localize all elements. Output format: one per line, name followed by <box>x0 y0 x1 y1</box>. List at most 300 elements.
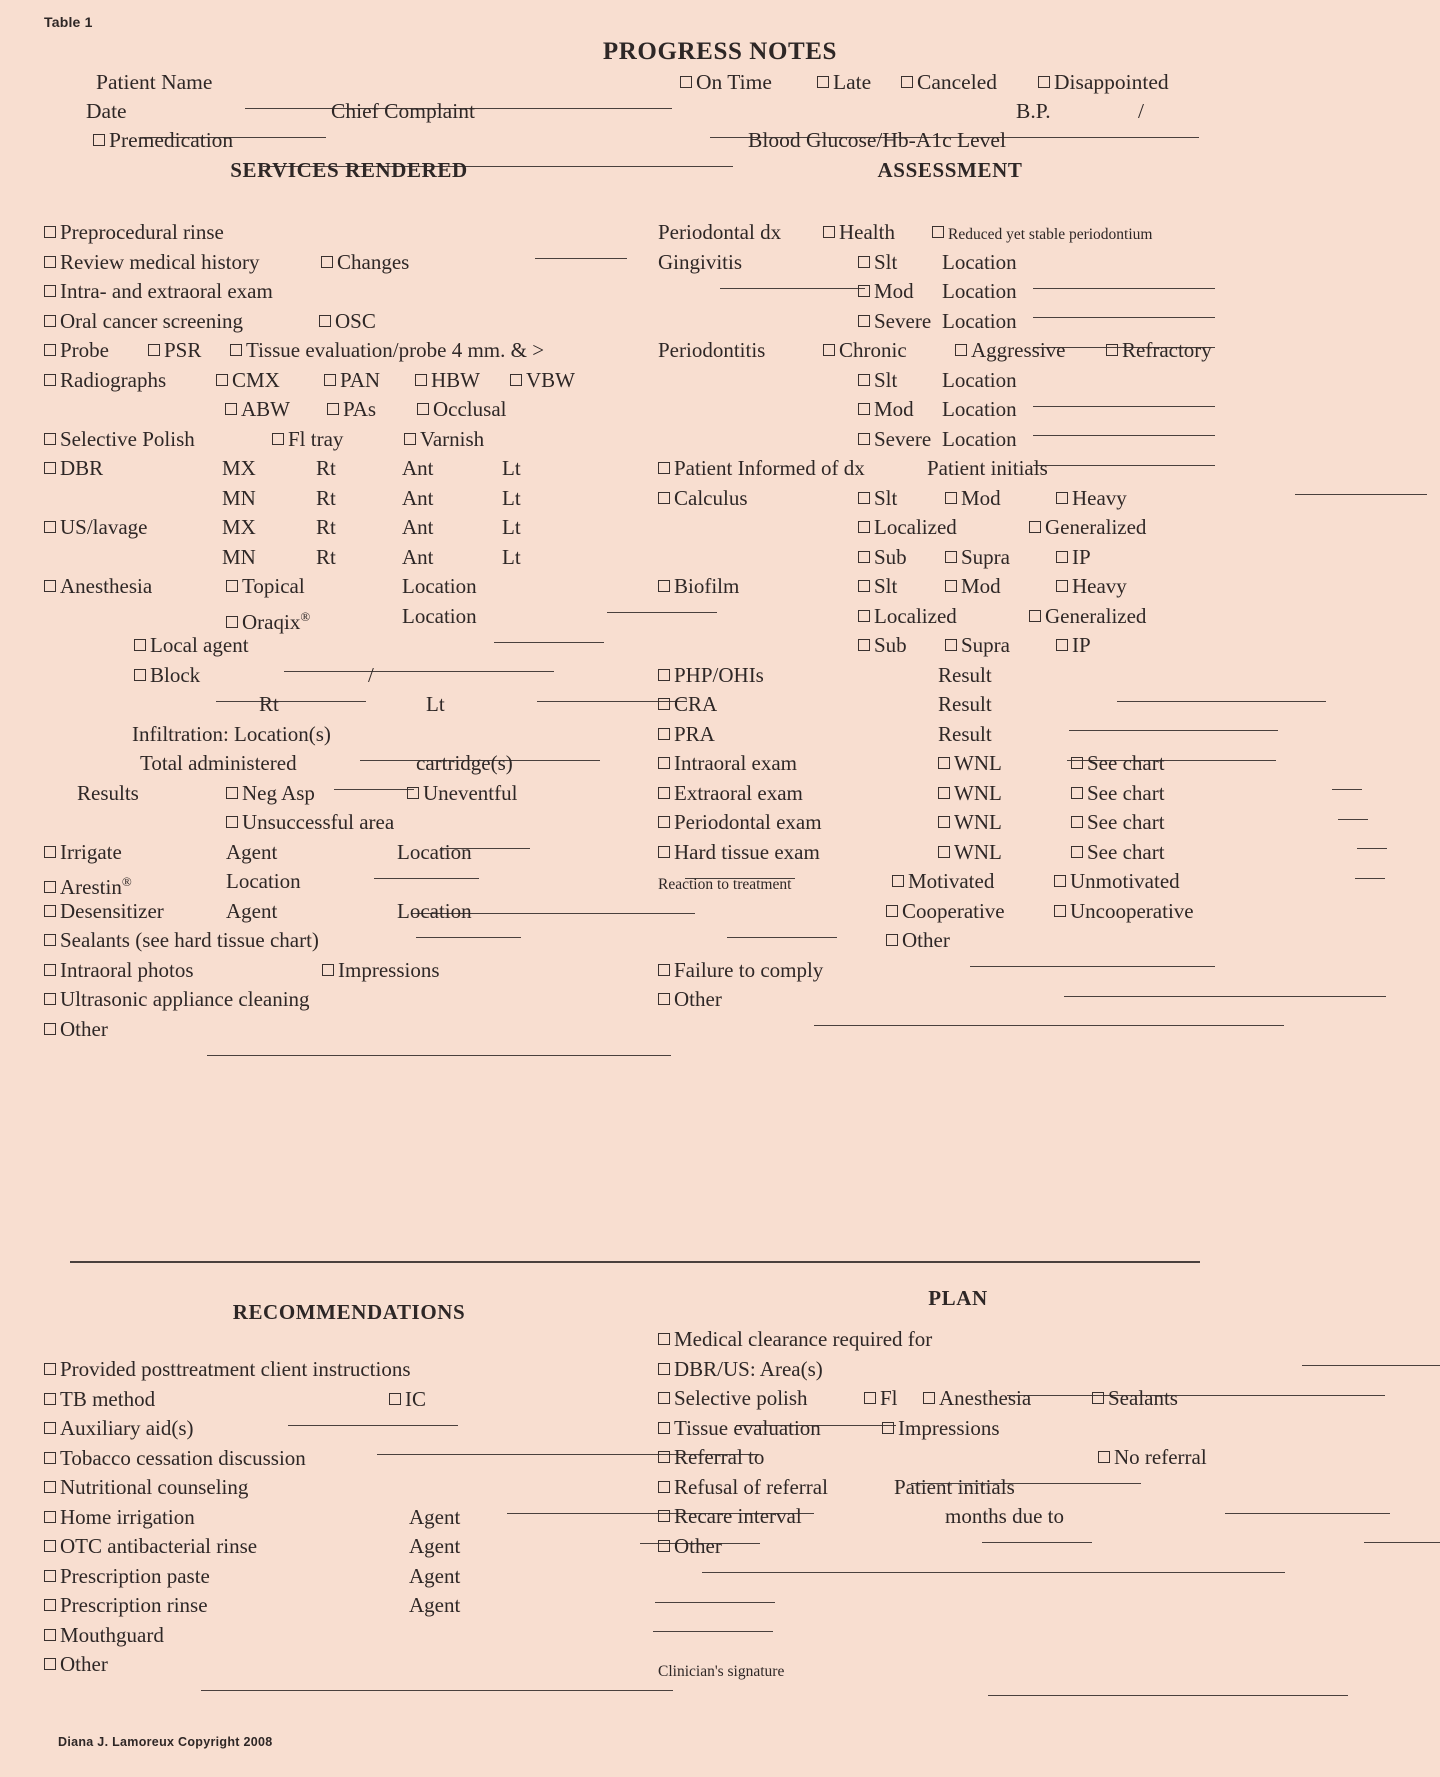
reduced-stable-label: Reduced yet stable periodontium <box>948 226 1153 243</box>
periodontitis-severe-location-label: Location <box>942 426 1017 451</box>
review-medical-history-checkbox[interactable] <box>44 256 56 268</box>
canceled-checkbox[interactable] <box>901 76 913 88</box>
clinician-signature-row <box>658 1657 1150 1682</box>
impressions-checkbox[interactable] <box>322 964 334 976</box>
us-mn-rt[interactable]: Rt <box>316 544 336 569</box>
list-item-recommendations-other <box>44 1650 654 1680</box>
dbr-arch-mx[interactable]: MX <box>222 456 256 480</box>
biofilm-supra-checkbox[interactable] <box>945 639 957 651</box>
gingivitis-slt-label: Slt <box>874 249 898 274</box>
gingivitis-mod-label: Mod <box>874 279 914 303</box>
list-item-anesthesia <box>44 572 654 602</box>
date-label: Date <box>86 99 127 123</box>
list-item-prescription-rinse <box>44 1591 654 1621</box>
home-irrigation-label: Home irrigation <box>60 1504 195 1529</box>
section-title-plan: PLAN <box>928 1286 988 1310</box>
dbr-us-areas-label: DBR/US: Area(s) <box>674 1356 823 1381</box>
impressions-label: Impressions <box>338 957 440 982</box>
review-medical-history-label: Review medical history <box>60 249 260 274</box>
unmotivated-label: Unmotivated <box>1070 869 1180 893</box>
list-item-irrigate <box>44 838 654 868</box>
plan-anesthesia-checkbox[interactable] <box>923 1392 935 1404</box>
periodontitis-severe-label: Severe <box>874 426 932 451</box>
ic-checkbox[interactable] <box>389 1393 401 1405</box>
plan-tissue-evaluation-checkbox[interactable] <box>658 1422 670 1434</box>
uneventful-checkbox[interactable] <box>407 787 419 799</box>
gingivitis-severe-checkbox[interactable] <box>858 315 870 327</box>
gingivitis-mod-checkbox[interactable] <box>858 285 870 297</box>
referral-to-checkbox[interactable] <box>658 1451 670 1463</box>
disappointed-label: Disappointed <box>1054 70 1169 94</box>
extraoral-exam-checkbox[interactable] <box>658 787 670 799</box>
home-irrigation-checkbox[interactable] <box>44 1511 56 1523</box>
list-item-periodontitis-severe <box>658 425 1258 455</box>
services-other-input[interactable] <box>207 1040 671 1056</box>
section-title-recommendations: RECOMMENDATIONS <box>232 1300 466 1324</box>
varnish-label: Varnish <box>420 426 485 451</box>
cooperative-checkbox[interactable] <box>886 905 898 917</box>
section-title-services: SERVICES RENDERED <box>230 158 468 182</box>
intraoral-exam-wnl-checkbox[interactable] <box>938 757 950 769</box>
list-item-assessment-other <box>658 985 1258 1015</box>
list-item-dbr <box>44 454 654 484</box>
list-item-recare-interval <box>658 1502 1258 1532</box>
list-item-results <box>44 779 654 809</box>
unsuccessful-area-checkbox[interactable] <box>226 816 238 828</box>
recommendations-list <box>44 1355 654 1680</box>
dbr-mx-rt[interactable]: Rt <box>316 456 336 480</box>
cartridges-label: cartridge(s) <box>416 751 513 775</box>
us-mx-lt[interactable]: Lt <box>502 515 521 539</box>
radiographs-label: Radiographs <box>60 367 167 392</box>
section-divider <box>70 1261 1200 1263</box>
dbr-arch-mn[interactable]: MN <box>222 485 256 510</box>
late-checkbox[interactable] <box>817 76 829 88</box>
pra-result-label: Result <box>938 721 992 746</box>
prescription-rinse-agent-input[interactable] <box>653 1616 773 1632</box>
arestin-checkbox[interactable] <box>44 881 56 893</box>
list-item-tb-method <box>44 1385 654 1415</box>
plan-patient-initials-label: Patient initials <box>894 1474 1015 1499</box>
extraoral-exam-see-chart-checkbox[interactable] <box>1071 787 1083 799</box>
calculus-localized-checkbox[interactable] <box>858 521 870 533</box>
list-item-intra-extraoral-exam <box>44 277 654 307</box>
calculus-heavy-checkbox[interactable] <box>1056 492 1068 504</box>
calculus-localized-label: Localized <box>874 515 957 539</box>
biofilm-generalized-checkbox[interactable] <box>1029 610 1041 622</box>
us-mn-ant[interactable]: Ant <box>402 544 434 569</box>
plan-other-input[interactable] <box>815 1557 1285 1573</box>
probe-checkbox[interactable] <box>44 344 56 356</box>
list-item-cra <box>658 690 1258 720</box>
plan-impressions-label: Impressions <box>898 1415 1000 1440</box>
list-item-dbr-us-areas <box>658 1355 1258 1385</box>
dbr-label: DBR <box>60 456 104 480</box>
plan-fl-label: Fl <box>880 1386 898 1410</box>
clinician-signature-input[interactable] <box>988 1680 1348 1696</box>
plan-anesthesia-label: Anesthesia <box>939 1386 1032 1410</box>
plan-selective-polish-label: Selective polish <box>674 1386 808 1410</box>
us-mx-ant[interactable]: Ant <box>402 515 434 539</box>
osc-label: OSC <box>335 308 376 333</box>
irrigate-agent-label: Agent <box>226 839 278 864</box>
cmx-checkbox[interactable] <box>216 374 228 386</box>
periodontitis-slt-location-label: Location <box>942 367 1017 392</box>
intraoral-photos-label: Intraoral photos <box>60 957 194 982</box>
dbr-checkbox[interactable] <box>44 462 56 474</box>
header-row-date <box>0 99 1440 128</box>
radiographs-checkbox[interactable] <box>44 374 56 386</box>
block-lt-label: Lt <box>426 692 445 716</box>
auxiliary-aids-checkbox[interactable] <box>44 1422 56 1434</box>
oral-cancer-screening-label: Oral cancer screening <box>60 308 244 333</box>
hard-tissue-exam-see-chart-checkbox[interactable] <box>1071 846 1083 858</box>
calculus-mod-checkbox[interactable] <box>945 492 957 504</box>
intraoral-exam-see-chart-input[interactable] <box>1332 774 1362 790</box>
hbw-label: HBW <box>431 367 480 392</box>
recommendations-other-input[interactable] <box>201 1675 673 1691</box>
list-item-arestin <box>44 867 654 897</box>
total-administered-label: Total administered <box>140 751 297 775</box>
recare-interval-checkbox[interactable] <box>658 1510 670 1522</box>
abw-checkbox[interactable] <box>225 403 237 415</box>
fl-tray-label: Fl tray <box>288 426 344 451</box>
dbr-mn-lt[interactable]: Lt <box>502 485 521 510</box>
referral-to-label: Referral to <box>674 1445 765 1469</box>
occlusal-checkbox[interactable] <box>417 403 429 415</box>
sealants-label: Sealants (see hard tissue chart) <box>60 928 319 952</box>
us-mx-rt[interactable]: Rt <box>316 515 336 539</box>
desensitizer-checkbox[interactable] <box>44 905 56 917</box>
list-item-auxiliary-aids <box>44 1414 654 1444</box>
reaction-other-checkbox[interactable] <box>886 934 898 946</box>
calculus-heavy-label: Heavy <box>1072 485 1127 510</box>
calculus-generalized-label: Generalized <box>1045 515 1147 539</box>
dbr-mn-rt[interactable]: Rt <box>316 485 336 510</box>
medical-clearance-input[interactable] <box>1302 1350 1440 1366</box>
topical-checkbox[interactable] <box>226 580 238 592</box>
biofilm-supra-label: Supra <box>961 633 1010 657</box>
tobacco-cessation-checkbox[interactable] <box>44 1452 56 1464</box>
calculus-sub-checkbox[interactable] <box>858 551 870 563</box>
patient-initials-input[interactable] <box>1295 479 1427 495</box>
us-arch-mx[interactable]: MX <box>222 515 256 539</box>
periodontal-exam-checkbox[interactable] <box>658 816 670 828</box>
mouthguard-checkbox[interactable] <box>44 1629 56 1641</box>
us-arch-mn[interactable]: MN <box>222 544 256 569</box>
list-item-gingivitis-mod <box>658 277 1258 307</box>
periodontitis-label: Periodontitis <box>658 338 766 362</box>
biofilm-localized-label: Localized <box>874 603 957 628</box>
list-item-gingivitis-severe <box>658 307 1258 337</box>
dbr-us-areas-checkbox[interactable] <box>658 1363 670 1375</box>
list-item-oraqix <box>44 602 654 632</box>
block-label: Block <box>150 662 201 687</box>
list-item-sealants <box>44 926 654 956</box>
oral-cancer-screening-checkbox[interactable] <box>44 315 56 327</box>
list-item-services-other <box>44 1015 654 1045</box>
no-referral-checkbox[interactable] <box>1098 1451 1110 1463</box>
tb-method-checkbox[interactable] <box>44 1393 56 1405</box>
plan-impressions-checkbox[interactable] <box>882 1422 894 1434</box>
header-row-premed <box>0 128 1440 157</box>
tobacco-cessation-label: Tobacco cessation discussion <box>60 1445 306 1470</box>
us-mn-lt[interactable]: Lt <box>502 544 521 569</box>
list-item-periodontal-exam <box>658 808 1258 838</box>
us-lavage-checkbox[interactable] <box>44 521 56 533</box>
patient-informed-checkbox[interactable] <box>658 462 670 474</box>
biofilm-heavy-checkbox[interactable] <box>1056 580 1068 592</box>
biofilm-slt-label: Slt <box>874 574 898 598</box>
reduced-stable-checkbox[interactable] <box>932 226 944 238</box>
list-item-intraoral-exam <box>658 749 1258 779</box>
list-item-prescription-paste <box>44 1562 654 1592</box>
probe-label: Probe <box>60 338 109 362</box>
unsuccessful-area-label: Unsuccessful area <box>242 810 395 834</box>
pan-label: PAN <box>340 367 381 392</box>
biofilm-sub-checkbox[interactable] <box>858 639 870 651</box>
reaction-other-label: Other <box>902 928 950 952</box>
calculus-checkbox[interactable] <box>658 492 670 504</box>
periodontal-exam-wnl-checkbox[interactable] <box>938 816 950 828</box>
hard-tissue-exam-wnl-label: WNL <box>954 839 1002 864</box>
plan-fl-checkbox[interactable] <box>864 1392 876 1404</box>
periodontitis-mod-checkbox[interactable] <box>858 403 870 415</box>
php-ohis-result-label: Result <box>938 662 992 687</box>
periodontal-exam-see-chart-label: See chart <box>1087 810 1165 834</box>
periodontal-exam-label: Periodontal exam <box>674 810 822 834</box>
motivated-checkbox[interactable] <box>892 875 904 887</box>
unmotivated-checkbox[interactable] <box>1054 875 1066 887</box>
list-item-selective-polish <box>44 425 654 455</box>
recommendations-other-checkbox[interactable] <box>44 1658 56 1670</box>
aggressive-checkbox[interactable] <box>955 344 967 356</box>
extraoral-exam-wnl-checkbox[interactable] <box>938 787 950 799</box>
list-item-ultrasonic-appliance-cleaning <box>44 985 654 1015</box>
intraoral-exam-see-chart-checkbox[interactable] <box>1071 757 1083 769</box>
otc-rinse-label: OTC antibacterial rinse <box>60 1534 258 1558</box>
gingivitis-mod-location-label: Location <box>942 279 1017 303</box>
failure-to-comply-checkbox[interactable] <box>658 964 670 976</box>
ultrasonic-appliance-cleaning-checkbox[interactable] <box>44 993 56 1005</box>
assessment-other-checkbox[interactable] <box>658 993 670 1005</box>
list-item-intraoral-photos <box>44 956 654 986</box>
table-label: Table 1 <box>44 14 93 30</box>
list-item-periodontal-dx <box>658 218 1258 248</box>
chronic-checkbox[interactable] <box>823 344 835 356</box>
periodontal-exam-see-chart-checkbox[interactable] <box>1071 816 1083 828</box>
arestin-location-label: Location <box>226 869 301 893</box>
list-item-extraoral-exam <box>658 779 1258 809</box>
list-item-medical-clearance <box>658 1325 1258 1355</box>
intraoral-exam-checkbox[interactable] <box>658 757 670 769</box>
periodontal-exam-see-chart-input[interactable] <box>1357 833 1387 849</box>
list-item-plan-other <box>658 1532 1258 1562</box>
biofilm-checkbox[interactable] <box>658 580 670 592</box>
occlusal-label: Occlusal <box>433 397 507 421</box>
chief-complaint-label: Chief Complaint <box>331 99 475 123</box>
refractory-checkbox[interactable] <box>1106 344 1118 356</box>
tissue-evaluation-label: Tissue evaluation/probe 4 mm. & > <box>246 338 545 362</box>
failure-to-comply-label: Failure to comply <box>674 957 824 982</box>
results-label: Results <box>77 780 139 805</box>
refractory-label: Refractory <box>1122 338 1212 362</box>
hard-tissue-exam-checkbox[interactable] <box>658 846 670 858</box>
medical-clearance-checkbox[interactable] <box>658 1333 670 1345</box>
bp-separator: / <box>1138 99 1144 123</box>
anesthesia-checkbox[interactable] <box>44 580 56 592</box>
extraoral-exam-see-chart-label: See chart <box>1087 780 1165 805</box>
hbw-checkbox[interactable] <box>415 374 427 386</box>
list-item-otc-rinse <box>44 1532 654 1562</box>
osc-checkbox[interactable] <box>319 315 331 327</box>
vbw-checkbox[interactable] <box>510 374 522 386</box>
prescription-rinse-agent-label: Agent <box>409 1593 461 1617</box>
intra-extraoral-exam-checkbox[interactable] <box>44 285 56 297</box>
services-other-label: Other <box>60 1016 108 1041</box>
extraoral-exam-see-chart-input[interactable] <box>1338 804 1368 820</box>
list-item-block-labels <box>44 690 654 720</box>
varnish-checkbox[interactable] <box>404 433 416 445</box>
dbr-mn-ant[interactable]: Ant <box>402 485 434 510</box>
pas-checkbox[interactable] <box>327 403 339 415</box>
intraoral-photos-checkbox[interactable] <box>44 964 56 976</box>
biofilm-localized-checkbox[interactable] <box>858 610 870 622</box>
plan-sealants-label: Sealants <box>1108 1386 1178 1410</box>
list-item-php-ohis <box>658 661 1258 691</box>
tissue-evaluation-checkbox[interactable] <box>230 344 242 356</box>
prescription-rinse-label: Prescription rinse <box>60 1593 208 1617</box>
intraoral-exam-see-chart-label: See chart <box>1087 751 1165 775</box>
patient-name-label: Patient Name <box>96 70 213 94</box>
hard-tissue-exam-wnl-checkbox[interactable] <box>938 846 950 858</box>
health-checkbox[interactable] <box>823 226 835 238</box>
cra-result-label: Result <box>938 692 992 716</box>
plan-other-checkbox[interactable] <box>658 1540 670 1552</box>
pra-checkbox[interactable] <box>658 728 670 740</box>
biofilm-generalized-label: Generalized <box>1045 603 1147 628</box>
list-item-reaction-to-treatment <box>658 867 1258 897</box>
gingivitis-slt-location-label: Location <box>942 249 1017 274</box>
periodontitis-mod-location-label: Location <box>942 397 1017 421</box>
cra-checkbox[interactable] <box>658 698 670 710</box>
plan-sealants-checkbox[interactable] <box>1092 1392 1104 1404</box>
biofilm-mod-checkbox[interactable] <box>945 580 957 592</box>
sealants-checkbox[interactable] <box>44 934 56 946</box>
arestin-label: Arestin <box>60 875 122 899</box>
uncooperative-label: Uncooperative <box>1070 898 1194 923</box>
oraqix-checkbox[interactable] <box>226 616 238 628</box>
copyright-notice: Diana J. Lamoreux Copyright 2008 <box>58 1735 273 1749</box>
topical-location-label: Location <box>402 574 477 598</box>
list-item-tobacco-cessation <box>44 1444 654 1474</box>
calculus-generalized-checkbox[interactable] <box>1029 521 1041 533</box>
disappointed-checkbox[interactable] <box>1038 76 1050 88</box>
periodontitis-severe-checkbox[interactable] <box>858 433 870 445</box>
list-item-preprocedural-rinse <box>44 218 654 248</box>
biofilm-mod-label: Mod <box>961 574 1001 598</box>
oraqix-location-label: Location <box>402 603 477 628</box>
list-item-calculus-position <box>658 543 1258 573</box>
patient-informed-label: Patient Informed of dx <box>674 456 865 480</box>
selective-polish-checkbox[interactable] <box>44 433 56 445</box>
vbw-label: VBW <box>526 367 575 392</box>
medical-clearance-label: Medical clearance required for <box>674 1327 933 1351</box>
desensitizer-location-label: Location <box>397 898 472 923</box>
oraqix-trademark-icon: ® <box>300 608 311 624</box>
health-label: Health <box>839 220 895 244</box>
list-item-plan-selective-polish <box>658 1384 1258 1414</box>
dbr-mx-lt[interactable]: Lt <box>502 456 521 480</box>
list-item-patient-informed <box>658 454 1258 484</box>
on-time-checkbox[interactable] <box>680 76 692 88</box>
prescription-paste-checkbox[interactable] <box>44 1570 56 1582</box>
auxiliary-aids-label: Auxiliary aid(s) <box>60 1416 194 1440</box>
pan-checkbox[interactable] <box>324 374 336 386</box>
periodontal-dx-label: Periodontal dx <box>658 220 782 244</box>
intraoral-exam-label: Intraoral exam <box>674 751 798 775</box>
list-item-periodontitis-slt <box>658 366 1258 396</box>
calculus-ip-checkbox[interactable] <box>1056 551 1068 563</box>
fl-tray-checkbox[interactable] <box>272 433 284 445</box>
plan-selective-polish-checkbox[interactable] <box>658 1392 670 1404</box>
biofilm-ip-checkbox[interactable] <box>1056 639 1068 651</box>
dbr-mx-ant[interactable]: Ant <box>402 456 434 480</box>
services-other-checkbox[interactable] <box>44 1023 56 1035</box>
calculus-slt-checkbox[interactable] <box>858 492 870 504</box>
aggressive-label: Aggressive <box>971 338 1066 362</box>
biofilm-slt-checkbox[interactable] <box>858 580 870 592</box>
list-item-mouthguard <box>44 1621 654 1651</box>
chronic-label: Chronic <box>839 338 907 362</box>
changes-label: Changes <box>337 249 410 274</box>
on-time-label: On Time <box>696 70 772 94</box>
list-item-periodontitis <box>658 336 1258 366</box>
list-item-infiltration <box>44 720 654 750</box>
php-ohis-checkbox[interactable] <box>658 669 670 681</box>
preprocedural-rinse-checkbox[interactable] <box>44 226 56 238</box>
header-row-patient <box>0 70 1440 99</box>
refusal-of-referral-checkbox[interactable] <box>658 1481 670 1493</box>
tb-method-label: TB method <box>60 1386 156 1411</box>
list-item-calculus <box>658 484 1258 514</box>
list-item-pra <box>658 720 1258 750</box>
refusal-of-referral-label: Refusal of referral <box>674 1474 828 1499</box>
block-checkbox[interactable] <box>134 669 146 681</box>
cooperative-label: Cooperative <box>902 898 1005 923</box>
otc-rinse-checkbox[interactable] <box>44 1540 56 1552</box>
psr-checkbox[interactable] <box>148 344 160 356</box>
assessment-other-input[interactable] <box>814 1010 1284 1026</box>
changes-checkbox[interactable] <box>321 256 333 268</box>
local-agent-checkbox[interactable] <box>134 639 146 651</box>
gingivitis-slt-checkbox[interactable] <box>858 256 870 268</box>
periodontitis-slt-checkbox[interactable] <box>858 374 870 386</box>
hard-tissue-exam-see-chart-input[interactable] <box>1355 863 1385 879</box>
irrigate-checkbox[interactable] <box>44 846 56 858</box>
premedication-checkbox[interactable] <box>93 134 105 146</box>
neg-asp-checkbox[interactable] <box>226 787 238 799</box>
nutritional-counseling-checkbox[interactable] <box>44 1481 56 1493</box>
prescription-rinse-checkbox[interactable] <box>44 1599 56 1611</box>
uncooperative-checkbox[interactable] <box>1054 905 1066 917</box>
prescription-paste-label: Prescription paste <box>60 1563 210 1588</box>
provided-instructions-checkbox[interactable] <box>44 1363 56 1375</box>
preprocedural-rinse-label: Preprocedural rinse <box>60 220 224 244</box>
prescription-paste-agent-input[interactable] <box>655 1587 775 1603</box>
months-due-to-input[interactable] <box>1364 1527 1440 1543</box>
calculus-supra-checkbox[interactable] <box>945 551 957 563</box>
